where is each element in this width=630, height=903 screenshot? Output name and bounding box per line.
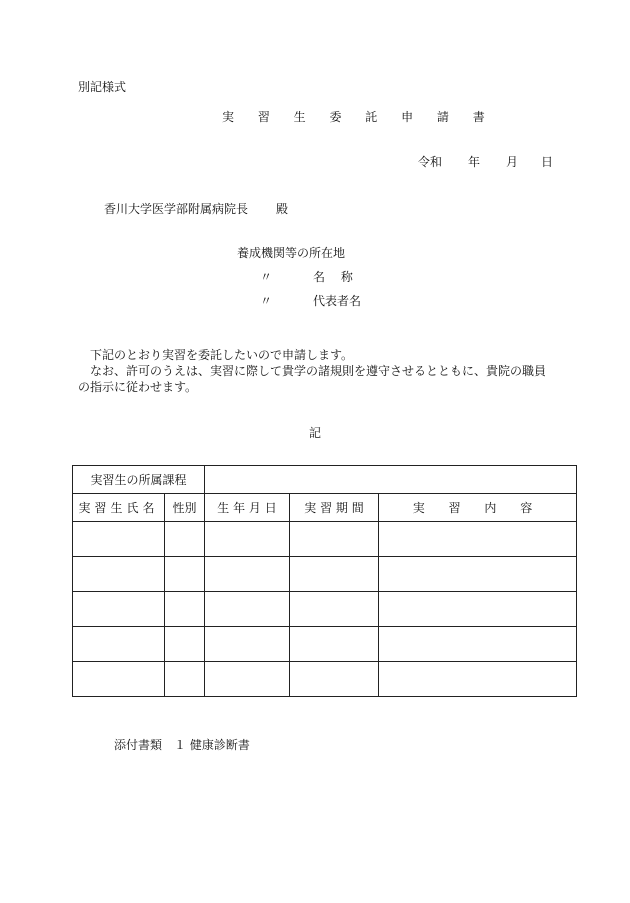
body-line: なお、許可のうえは、実習に際して貴学の諸規則を遵守させるとともに、貴院の職員: [78, 364, 547, 378]
cell-sex[interactable]: [165, 592, 205, 627]
ditto-mark: 〃: [260, 294, 273, 308]
header-trainee-name: 実習生氏名: [73, 494, 165, 522]
body-line: の指示に従わせます。: [78, 380, 198, 394]
cell-trainee-name[interactable]: [73, 627, 165, 662]
cell-birthdate[interactable]: [205, 592, 290, 627]
cell-training-content[interactable]: [379, 557, 577, 592]
course-label: 実習生の所属課程: [73, 466, 205, 494]
date-year: 年: [468, 155, 481, 169]
document-title: 実 習 生 委 託 申 請 書: [222, 110, 495, 124]
date-month: 月: [506, 155, 519, 169]
cell-training-period[interactable]: [290, 592, 379, 627]
table-row: [73, 592, 577, 627]
cell-training-content[interactable]: [379, 662, 577, 697]
body-text: [78, 347, 558, 395]
attachments-line: 添付書類 １ 健康診断書: [114, 738, 250, 752]
header-birthdate: 生 年 月 日: [205, 494, 290, 522]
date-day: 日: [541, 155, 554, 169]
cell-sex[interactable]: [165, 522, 205, 557]
body-line: 下記のとおり実習を委託したいので申請します。: [78, 348, 354, 362]
table-row: [73, 557, 577, 592]
cell-trainee-name[interactable]: [73, 662, 165, 697]
cell-training-period[interactable]: [290, 662, 379, 697]
cell-birthdate[interactable]: [205, 557, 290, 592]
cell-training-period[interactable]: [290, 557, 379, 592]
trainee-table: [72, 465, 576, 697]
cell-training-content[interactable]: [379, 627, 577, 662]
table-row: [73, 627, 577, 662]
cell-sex[interactable]: [165, 627, 205, 662]
org-address-label: 養成機関等の所在地: [237, 246, 346, 260]
org-name-label: 名 称: [313, 270, 359, 284]
org-representative-label: 代表者名: [313, 294, 362, 308]
cell-birthdate[interactable]: [205, 662, 290, 697]
cell-birthdate[interactable]: [205, 522, 290, 557]
date-era: 令和: [418, 155, 443, 169]
cell-sex[interactable]: [165, 662, 205, 697]
cell-birthdate[interactable]: [205, 627, 290, 662]
cell-training-content[interactable]: [379, 592, 577, 627]
header-sex: 性別: [165, 494, 205, 522]
cell-trainee-name[interactable]: [73, 522, 165, 557]
course-value-cell[interactable]: [205, 466, 577, 494]
header-training-content: 実 習 内 容: [379, 494, 577, 522]
table-row: [73, 522, 577, 557]
cell-training-period[interactable]: [290, 627, 379, 662]
cell-sex[interactable]: [165, 557, 205, 592]
table-row: [73, 662, 577, 697]
cell-trainee-name[interactable]: [73, 557, 165, 592]
ditto-mark: 〃: [260, 270, 273, 284]
cell-training-content[interactable]: [379, 522, 577, 557]
form-label: 別記様式: [78, 80, 127, 94]
cell-training-period[interactable]: [290, 522, 379, 557]
cell-trainee-name[interactable]: [73, 592, 165, 627]
addressee-name: 香川大学医学部附属病院長: [104, 202, 249, 216]
ki-label: 記: [309, 426, 322, 440]
header-training-period: 実 習 期 間: [290, 494, 379, 522]
addressee-honorific: 殿: [276, 202, 289, 216]
